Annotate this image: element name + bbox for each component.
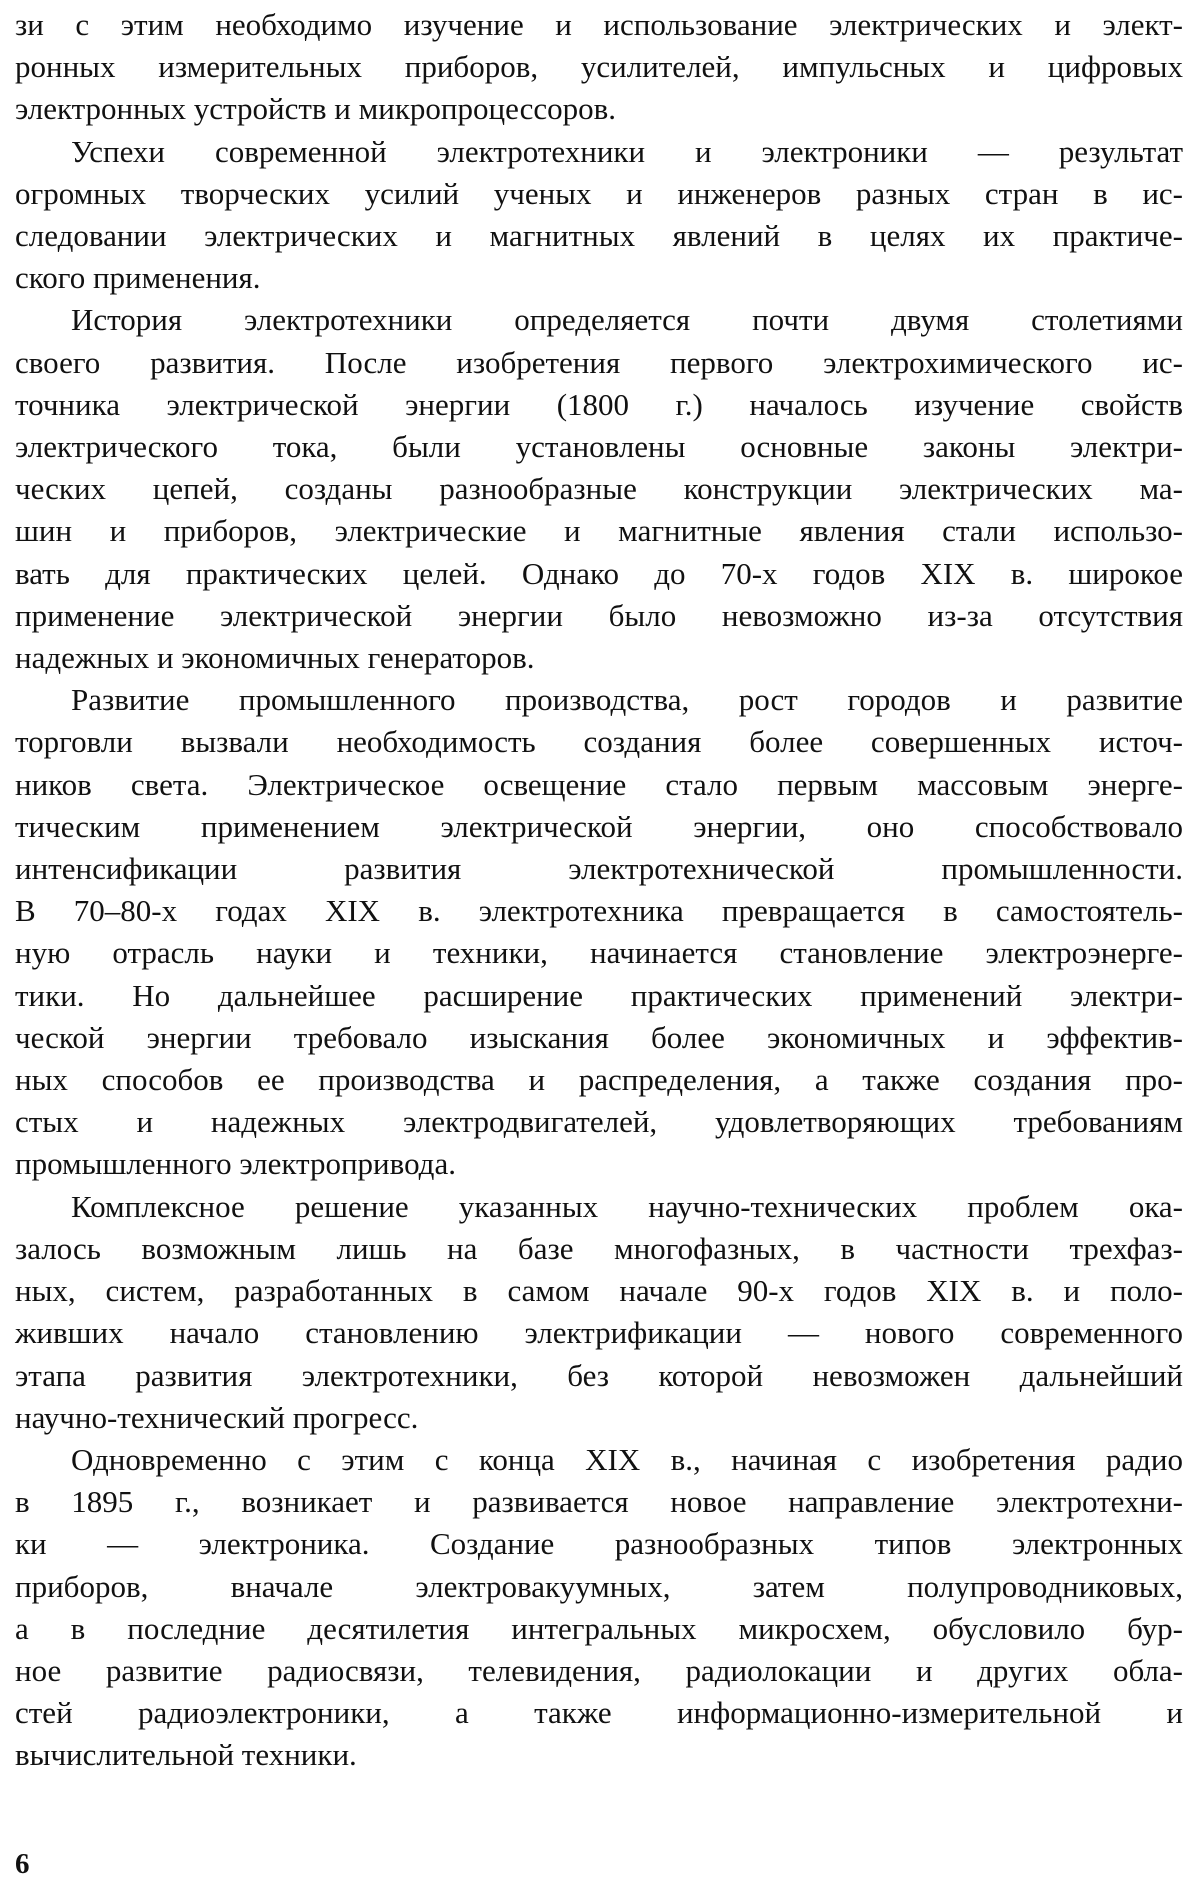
text-line: следовании электрических и магнитных явлений в целях их практиче-: [15, 218, 1183, 254]
text-line: В 70–80-х годах XIX в. электротехника превращается в самостоятель-: [15, 893, 1183, 929]
text-line: промышленного электропривода.: [15, 1146, 456, 1182]
text-line: надежных и экономичных генераторов.: [15, 640, 535, 676]
paragraph-2: [15, 131, 1183, 300]
text-line: ных способов ее производства и распределения, а также создания про-: [15, 1062, 1183, 1098]
text-line: залось возможным лишь на базе многофазных, в частности трехфаз-: [15, 1230, 1183, 1266]
text-line: тики. Но дальнейшее расширение практических применений электри-: [15, 977, 1183, 1013]
paragraph-6: [15, 1439, 1183, 1777]
text-line: вать для практических целей. Однако до 70-х годов XIX в. широкое: [15, 555, 1183, 591]
text-line: своего развития. После изобретения первого электрохимического ис-: [15, 344, 1183, 380]
text-line: в 1895 г., возникает и развивается новое направление электротехни-: [15, 1484, 1183, 1520]
text-line: электрического тока, были установлены основные законы электри-: [15, 429, 1183, 465]
text-line: ников света. Электрическое освещение стало первым массовым энерге-: [15, 766, 1183, 802]
paragraph-3: [15, 299, 1183, 679]
text-line: ского применения.: [15, 260, 261, 296]
text-line: интенсификации развития электротехнической промышленности.: [15, 851, 1183, 887]
text-line: ческой энергии требовало изыскания более экономичных и эффектив-: [15, 1019, 1183, 1055]
paragraph-1: [15, 4, 1183, 131]
text-line: ное развитие радиосвязи, телевидения, радиолокации и других обла-: [15, 1652, 1183, 1688]
text-line: Одновременно с этим с конца XIX в., начиная с изобретения радио: [71, 1441, 1183, 1477]
text-line: вычислительной техники.: [15, 1737, 357, 1773]
text-line: зи с этим необходимо изучение и использование электрических и элект-: [15, 7, 1183, 42]
text-line: Развитие промышленного производства, рост городов и развитие: [71, 682, 1183, 718]
text-line: ческих цепей, созданы разнообразные конструкции электрических ма-: [15, 471, 1183, 507]
text-line: электронных устройств и микропроцессоров.: [15, 91, 617, 127]
text-line: а в последние десятилетия интегральных микросхем, обусловило бур-: [15, 1610, 1183, 1646]
text-line: приборов, вначале электровакуумных, затем полупроводниковых,: [15, 1568, 1183, 1604]
text-line: живших начало становлению электрификации — нового современного: [15, 1315, 1183, 1351]
text-line: ных, систем, разработанных в самом начале 90-х годов XIX в. и поло-: [15, 1273, 1183, 1309]
text-line: История электротехники определяется почти двумя столетиями: [71, 302, 1183, 338]
text-line: ронных измерительных приборов, усилителей, импульсных и цифровых: [15, 49, 1183, 85]
text-line: ную отрасль науки и техники, начинается становление электроэнерге-: [15, 935, 1183, 971]
text-line: Комплексное решение указанных научно-технических проблем ока-: [71, 1188, 1183, 1224]
text-line: Успехи современной электротехники и электроники — результат: [71, 133, 1183, 169]
text-line: стей радиоэлектроники, а также информационно-измерительной и: [15, 1695, 1183, 1731]
text-line: научно-технический прогресс.: [15, 1399, 419, 1435]
text-line: ки — электроника. Создание разнообразных типов электронных: [15, 1526, 1183, 1562]
paragraph-5: [15, 1186, 1183, 1439]
page-body: [15, 4, 1183, 1777]
text-line: этапа развития электротехники, без которой невозможен дальнейший: [15, 1357, 1183, 1393]
text-line: торговли вызвали необходимость создания более совершенных источ-: [15, 724, 1183, 760]
text-line: точника электрической энергии (1800 г.) началось изучение свойств: [15, 386, 1183, 422]
text-line: шин и приборов, электрические и магнитные явления стали использо-: [15, 513, 1183, 549]
text-line: стых и надежных электродвигателей, удовлетворяющих требованиям: [15, 1104, 1183, 1140]
page-number: 6: [15, 1848, 30, 1880]
text-line: тическим применением электрической энергии, оно способствовало: [15, 808, 1183, 844]
paragraph-4: [15, 679, 1183, 1185]
text-line: применение электрической энергии было невозможно из-за отсутствия: [15, 597, 1183, 633]
text-line: огромных творческих усилий ученых и инженеров разных стран в ис-: [15, 175, 1183, 211]
